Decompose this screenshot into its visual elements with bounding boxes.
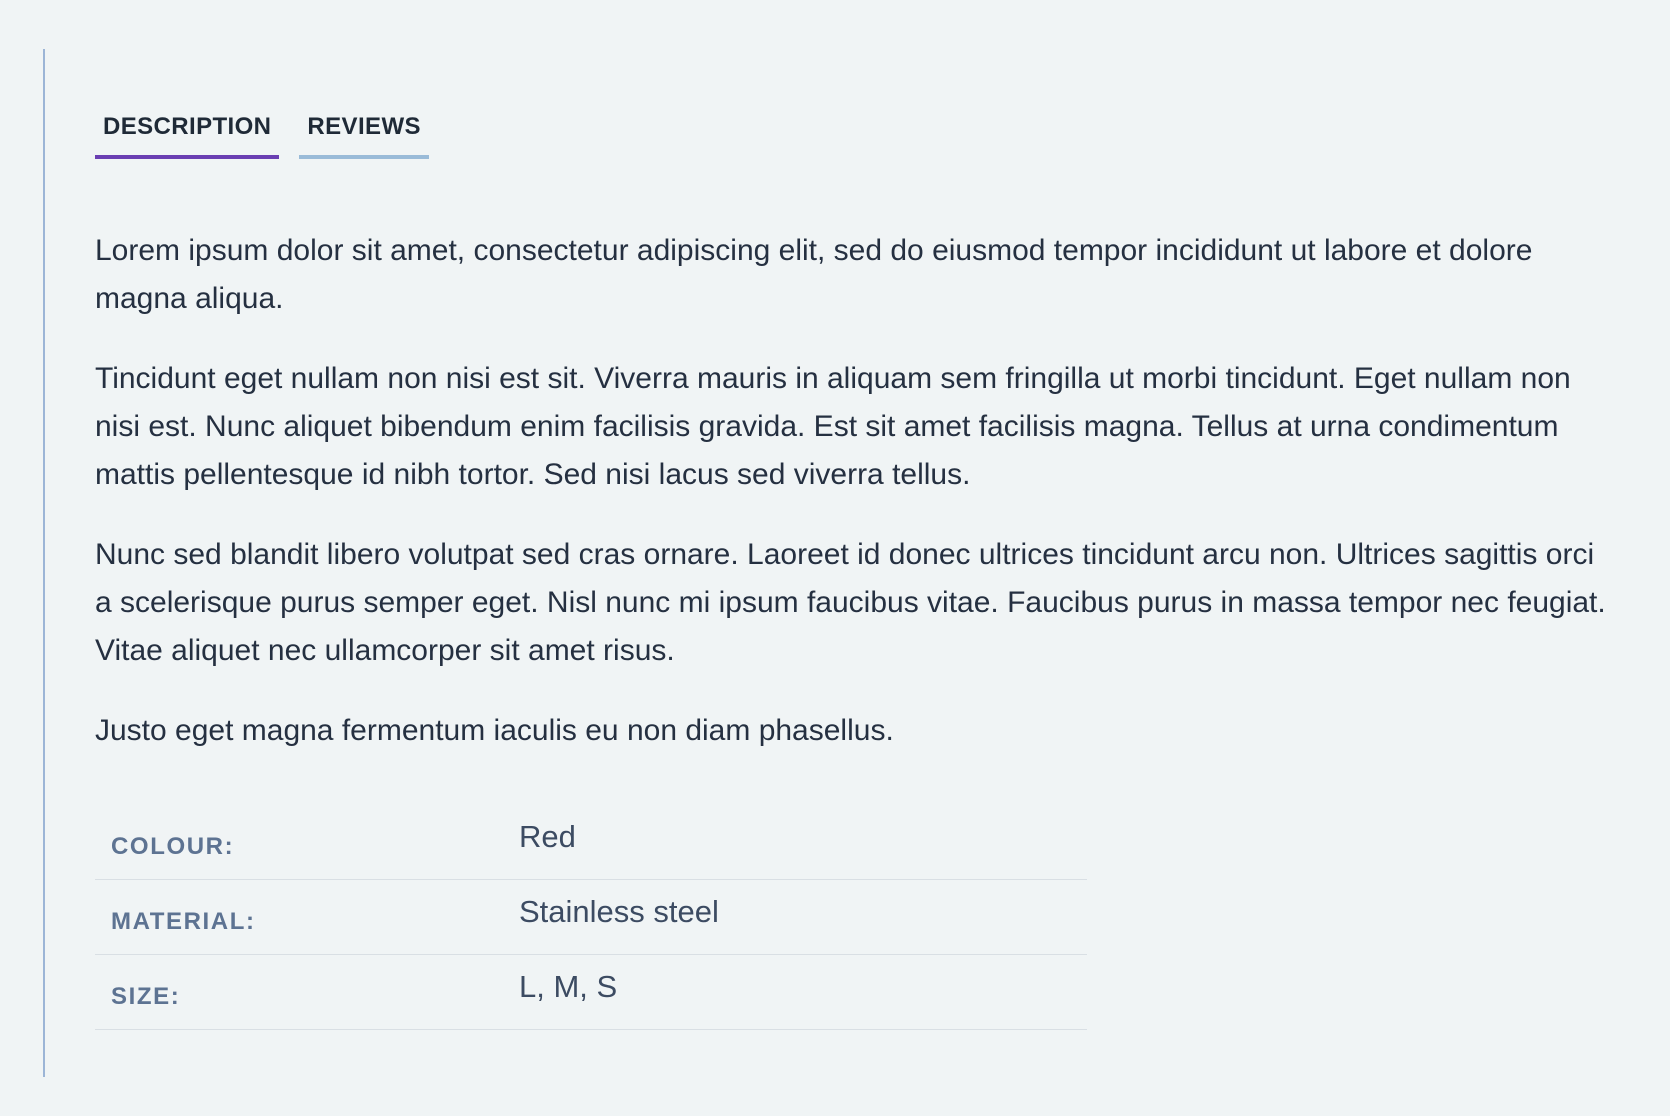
spec-label: COLOUR: [95, 805, 519, 880]
spec-value: L, M, S [519, 955, 1087, 1030]
tab-reviews[interactable]: REVIEWS [299, 113, 428, 159]
description-paragraph: Lorem ipsum dolor sit amet, consectetur adipiscing elit, sed do eiusmod tempor incididunt ut labore et dolore magna aliqua. [95, 234, 1533, 315]
spec-row-material [95, 880, 1087, 955]
tab-description[interactable]: DESCRIPTION [95, 113, 279, 159]
spec-label: MATERIAL: [95, 880, 519, 955]
specifications-table [95, 805, 1087, 1030]
description-paragraph: Nunc sed blandit libero volutpat sed cras ornare. Laoreet id donec ultrices tincidunt arcu non. Ultrices sagittis orci a scelerisque purus semper eget. Nisl nunc mi ipsum faucibus vitae. Faucibus purus in massa tempor nec feugiat. Vitae aliquet nec ullamcorper sit amet risus. [95, 538, 1606, 667]
tab-bar [95, 113, 429, 159]
description-paragraph: Justo eget magna fermentum iaculis eu non diam phasellus. [95, 714, 894, 747]
product-details-panel [43, 49, 1623, 1077]
spec-label: SIZE: [95, 955, 519, 1030]
tab-content-description [95, 227, 1615, 1030]
spec-row-size [95, 955, 1087, 1030]
spec-value: Red [519, 805, 1087, 880]
spec-value: Stainless steel [519, 880, 1087, 955]
spec-row-colour [95, 805, 1087, 880]
description-paragraph: Tincidunt eget nullam non nisi est sit. Viverra mauris in aliquam sem fringilla ut morbi tincidunt. Eget nullam non nisi est. Nunc aliquet bibendum enim facilisis gravida. Est sit amet facilisis magna. Tellus at urna condimentum mattis pellentesque id nibh tortor. Sed nisi lacus sed viverra tellus. [95, 362, 1571, 491]
